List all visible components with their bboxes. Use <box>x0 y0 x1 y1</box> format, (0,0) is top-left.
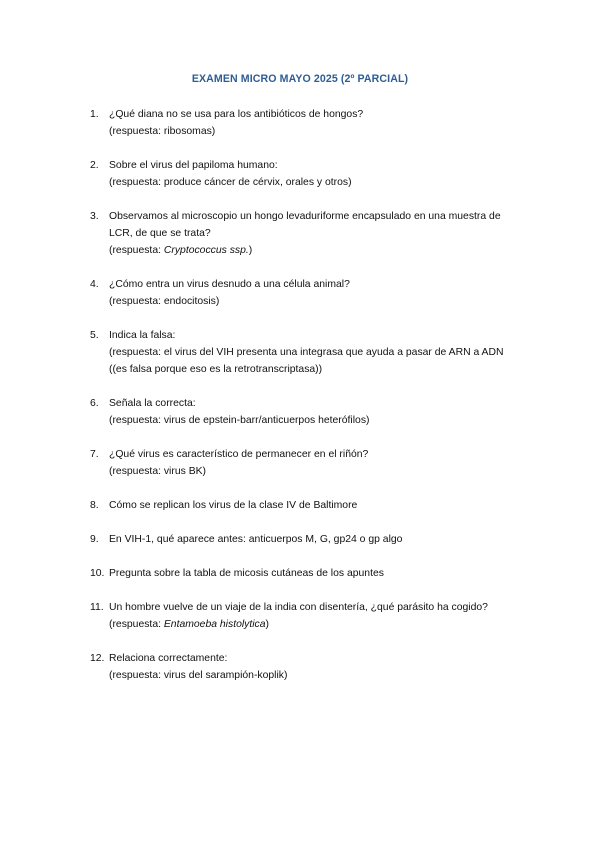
question-number: 1. <box>90 109 99 120</box>
question-number: 4. <box>90 279 99 290</box>
question-answer-continued: ((es falsa porque eso es la retrotranscriptasa)) <box>109 364 323 375</box>
question-text: Cómo se replican los virus de la clase IV de Baltimore <box>109 500 358 511</box>
question-answer: (respuesta: virus del sarampión-koplik) <box>109 670 288 681</box>
question-text: Relaciona correctamente: <box>109 653 228 664</box>
question-item <box>90 327 540 378</box>
question-text: Indica la falsa: <box>109 330 176 341</box>
question-number: 11. <box>90 602 104 613</box>
question-item <box>90 565 540 582</box>
question-text: Observamos al microscopio un hongo levaduriforme encapsulado en una muestra de <box>109 211 501 222</box>
question-number: 7. <box>90 449 99 460</box>
question-answer <box>109 242 540 259</box>
question-text: ¿Cómo entra un virus desnudo a una célula animal? <box>109 279 350 290</box>
question-answer: (respuesta: produce cáncer de cérvix, orales y otros) <box>109 177 352 188</box>
question-number: 2. <box>90 160 99 171</box>
question-text: En VIH-1, qué aparece antes: anticuerpos M, G, gp24 o gp algo <box>109 534 403 545</box>
question-item <box>90 276 540 310</box>
question-item <box>90 208 540 259</box>
question-text: Un hombre vuelve de un viaje de la india con disentería, ¿qué parásito ha cogido? <box>109 602 488 613</box>
question-answer: (respuesta: endocitosis) <box>109 296 220 307</box>
question-number: 6. <box>90 398 99 409</box>
question-item <box>90 531 540 548</box>
answer-suffix: ) <box>248 245 253 256</box>
question-item <box>90 395 540 429</box>
answer-prefix: (respuesta: <box>109 245 164 256</box>
question-number: 8. <box>90 500 99 511</box>
question-answer <box>109 616 540 633</box>
question-number: 10. <box>90 568 105 579</box>
answer-prefix: (respuesta: <box>109 619 164 630</box>
question-answer: (respuesta: virus BK) <box>109 466 207 477</box>
question-answer: (respuesta: virus de epstein-barr/anticuerpos heterófilos) <box>109 415 370 426</box>
question-answer: (respuesta: ribosomas) <box>109 126 216 137</box>
question-number: 5. <box>90 330 99 341</box>
question-text: ¿Qué diana no se usa para los antibióticos de hongos? <box>109 109 364 120</box>
answer-suffix: ) <box>265 619 269 630</box>
question-item <box>90 599 540 633</box>
question-item <box>90 106 540 140</box>
question-answer: (respuesta: el virus del VIH presenta una integrasa que ayuda a pasar de ARN a ADN <box>109 347 504 358</box>
question-number: 12. <box>90 653 105 664</box>
question-number: 3. <box>90 211 99 222</box>
question-item <box>90 497 540 514</box>
answer-italic: Entamoeba histolytica <box>163 619 266 630</box>
question-text: Pregunta sobre la tabla de micosis cutáneas de los apuntes <box>109 568 384 579</box>
question-text: ¿Qué virus es característico de permanecer en el riñón? <box>109 449 369 460</box>
question-item <box>90 446 540 480</box>
answer-italic: Cryptococcus ssp. <box>163 245 249 256</box>
question-text: Sobre el virus del papiloma humano: <box>109 160 278 171</box>
question-item <box>90 157 540 191</box>
question-text: Señala la correcta: <box>109 398 196 409</box>
question-item <box>90 650 540 684</box>
question-text-continued: LCR, de que se trata? <box>109 228 211 239</box>
document-title: EXAMEN MICRO MAYO 2025 (2º PARCIAL) <box>191 73 409 85</box>
question-number: 9. <box>90 534 99 545</box>
